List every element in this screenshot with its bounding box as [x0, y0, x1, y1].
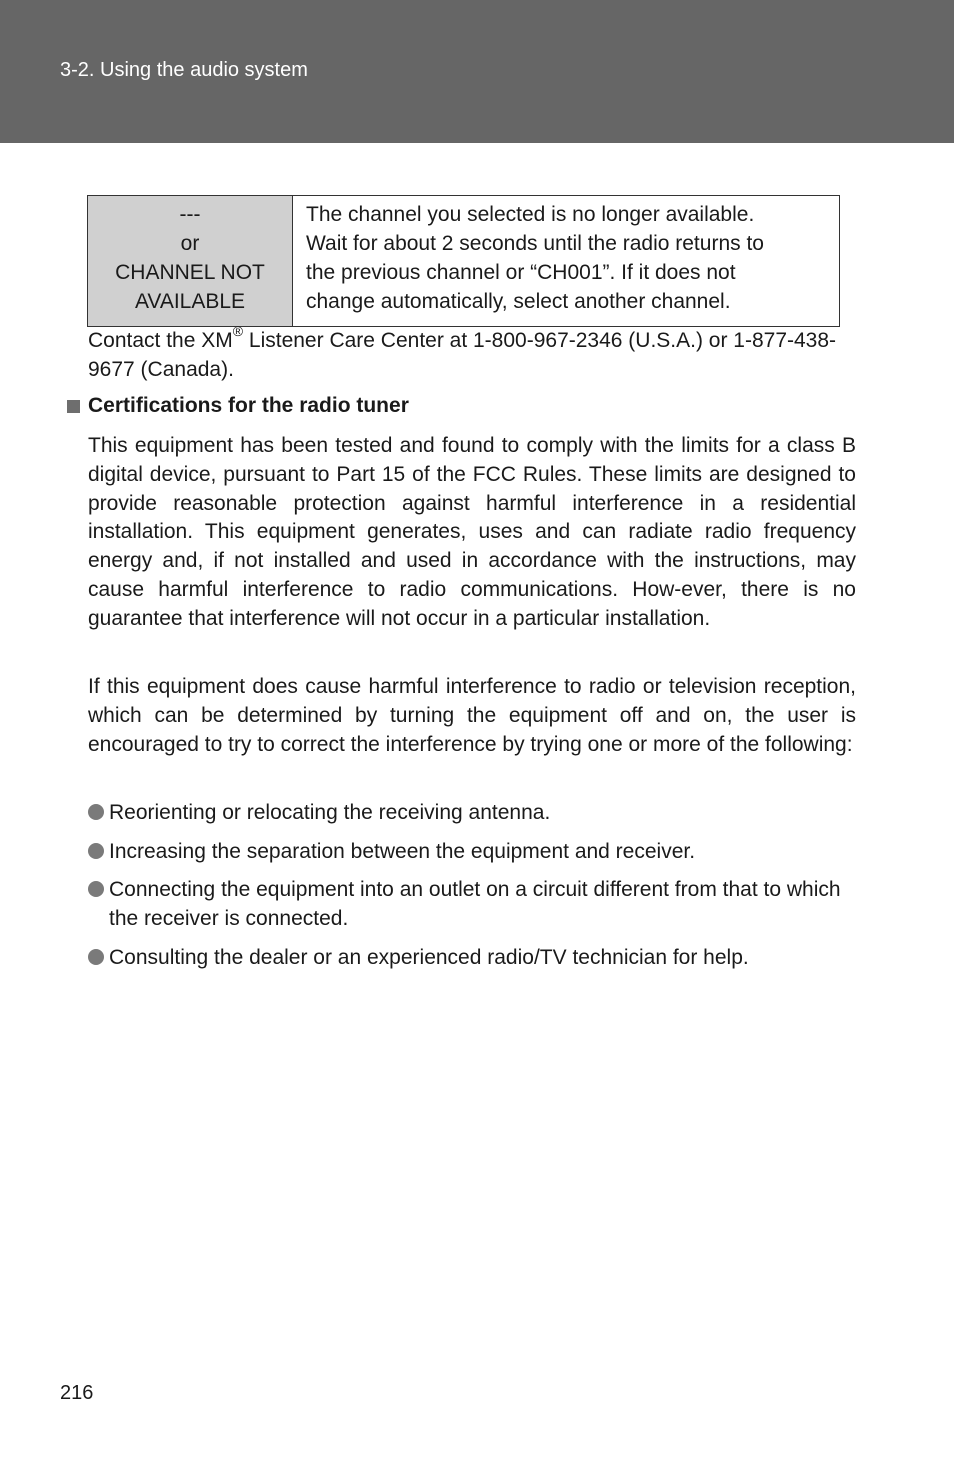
status-description-cell	[293, 196, 840, 327]
contact-note	[88, 323, 856, 384]
circle-bullet-icon	[88, 843, 104, 859]
table-row	[88, 196, 840, 327]
circle-bullet-icon	[88, 804, 104, 820]
section-heading	[67, 394, 409, 418]
description-line: The channel you selected is no longer available.	[306, 203, 755, 226]
list-item-text: Consulting the dealer or an experienced radio/TV technician for help.	[109, 946, 749, 969]
list-item	[88, 837, 848, 866]
contact-text: Listener Care Center at 1-800-967-2346 (U.S.A.) or 1-877-438-9677 (Canada).	[88, 329, 837, 381]
code-line: or	[180, 232, 200, 255]
circle-bullet-icon	[88, 881, 104, 897]
list-item	[88, 875, 848, 933]
status-code-cell	[88, 196, 293, 327]
section-heading-text: Certifications for the radio tuner	[88, 394, 409, 417]
square-bullet-icon	[67, 400, 80, 413]
page-number: 216	[60, 1382, 94, 1404]
circle-bullet-icon	[88, 949, 104, 965]
code-line: CHANNEL NOT	[115, 261, 265, 284]
channel-status-table	[87, 195, 840, 327]
list-item-text: Reorienting or relocating the receiving antenna.	[109, 801, 551, 824]
registered-mark: ®	[232, 323, 244, 339]
code-line: AVAILABLE	[134, 290, 246, 313]
description-line: change automatically, select another channel.	[306, 290, 731, 313]
code-line: ---	[179, 203, 201, 226]
section-header-title: 3-2. Using the audio system	[60, 59, 308, 81]
header-band	[0, 0, 954, 143]
list-item-text: Increasing the separation between the equipment and receiver.	[109, 840, 696, 863]
fcc-paragraph-2: If this equipment does cause harmful interference to radio or television reception, which can be determined by turning the equipment off and on, the user is encouraged to try to correct the interference by trying one or more of the following:	[88, 675, 856, 756]
fcc-paragraph-1: This equipment has been tested and found to comply with the limits for a class B digital device, pursuant to Part 15 of the FCC Rules. These limits are designed to provide reasonable protection against harmful interference in a residential installation. This equipment generates, uses and can radiate radio frequency energy and, if not installed and used in accordance with the instructions, may cause harmful interference to radio communications. How-ever, there is no guarantee that interference will not occur in a particular installation.	[88, 434, 856, 630]
list-item-text: Connecting the equipment into an outlet on a circuit different from that to which the receiver is connected.	[109, 878, 841, 930]
list-item	[88, 798, 848, 827]
description-line: the previous channel or “CH001”. If it does not	[306, 261, 736, 284]
list-item	[88, 943, 848, 972]
description-line: Wait for about 2 seconds until the radio returns to	[306, 232, 764, 255]
contact-prefix: Contact the XM	[88, 329, 233, 352]
